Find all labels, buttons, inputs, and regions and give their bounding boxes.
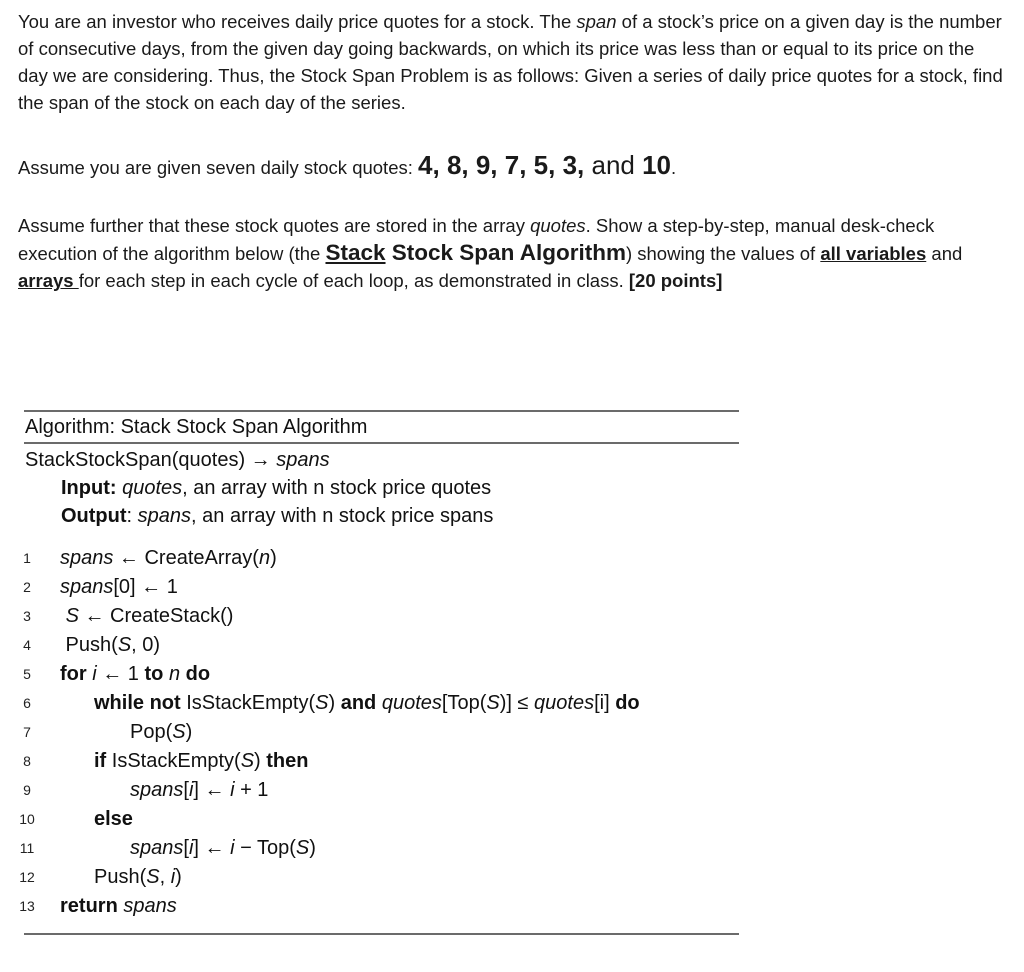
line-code: spans ← CreateArray(n) [60,547,277,569]
all-variables-term: all variables [820,243,927,264]
line-code: Push(S, i) [94,866,182,888]
period: . [671,157,677,178]
line-code: Pop(S) [130,721,193,743]
problem-description [18,8,1003,116]
signature-returns: spans [276,449,330,471]
line-number: 5 [23,666,31,682]
line-number: 2 [23,579,31,595]
p3-text-c: ) showing the values of [625,243,821,264]
line-code: while not IsStackEmpty(S) and quotes[Top(S)] ≤ quotes[i] do [94,692,640,714]
p1-text-a: You are an investor who receives daily price quotes for a stock. The [18,11,577,32]
points-label: [20 points] [628,270,723,291]
last-quote: 10 [642,150,672,180]
line-code: spans[i] ← i + 1 [130,779,269,801]
line-number: 11 [19,840,35,856]
code-line-10 [19,805,739,834]
output-text: , an array with n stock price spans [191,505,494,527]
code-line-13 [19,892,739,921]
pseudocode [19,544,739,921]
quote-values: 4, 8, 9, 7, 5, 3, [418,150,585,180]
and-word: and [584,150,643,180]
code-line-9 [24,776,739,805]
code-line-2 [24,573,739,602]
algorithm-name: Stock Span Algorithm [385,240,626,265]
stack-word: Stack [325,240,386,265]
signature-name: StackStockSpan(quotes) → [25,449,277,471]
p2-text: Assume you are given seven daily stock quotes: [18,157,419,178]
code-line-4 [24,631,739,660]
line-number: 13 [19,898,35,914]
output-label: Output [61,505,127,527]
code-line-12 [19,863,739,892]
line-number: 3 [23,608,31,624]
quotes-term: quotes [530,215,586,236]
algorithm-signature [24,446,739,474]
span-term: span [576,11,617,32]
input-line [24,474,739,502]
line-number: 1 [23,550,31,566]
output-var: spans [132,505,192,527]
line-code: S ← CreateStack() [65,605,234,627]
algorithm-box [19,410,739,935]
code-line-8 [24,747,739,776]
code-line-7 [24,718,739,747]
line-number: 6 [23,695,31,711]
line-number: 12 [19,869,35,885]
line-code: return spans [60,895,177,917]
line-code: for i ← 1 to n do [60,663,211,685]
title-rule [24,442,739,444]
p3-text-e: for each step in each cycle of each loop, as demonstrated in class. [78,270,629,291]
input-var: quotes [116,477,183,499]
p3-text-d: and [926,243,963,264]
task-instructions [18,212,1003,294]
p3-text-a: Assume further that these stock quotes are stored in the array [18,215,531,236]
output-line [24,502,739,530]
input-label: Input: [61,477,117,499]
code-line-1 [24,544,739,573]
code-line-3 [24,602,739,631]
line-code: spans[0] ← 1 [60,576,178,598]
line-number: 10 [19,811,35,827]
quotes-statement [18,152,1003,181]
line-code: if IsStackEmpty(S) then [94,750,309,772]
line-number: 9 [23,782,31,798]
algorithm-title: Algorithm: Stack Stock Span Algorithm [25,416,368,438]
line-code: Push(S, 0) [60,634,161,656]
p3-text-b: . Show a step-by-step, manual desk-check execution of the algorithm below (the [18,215,935,264]
line-code: spans[i] ← i − Top(S) [130,837,316,859]
output-colon: : [126,505,133,527]
line-number: 4 [23,637,31,653]
input-text: , an array with n stock price quotes [182,477,492,499]
code-line-5 [24,660,739,689]
arrays-term: arrays [18,270,79,291]
line-number: 8 [23,753,31,769]
p1-text-b: of a stock’s price on a given day is the number of consecutive days, from the given day going backwards, on which its price was less than or equal to its price on the day we are considering. Thus, the Stock Span Problem is as follows: Given a series of daily price quotes for a stock, find the span of the stock on each day of the series. [18,11,1003,113]
code-line-11 [19,834,739,863]
line-number: 7 [23,724,31,740]
code-line-6 [24,689,739,718]
line-code: else [94,808,133,830]
bottom-rule [24,933,739,935]
